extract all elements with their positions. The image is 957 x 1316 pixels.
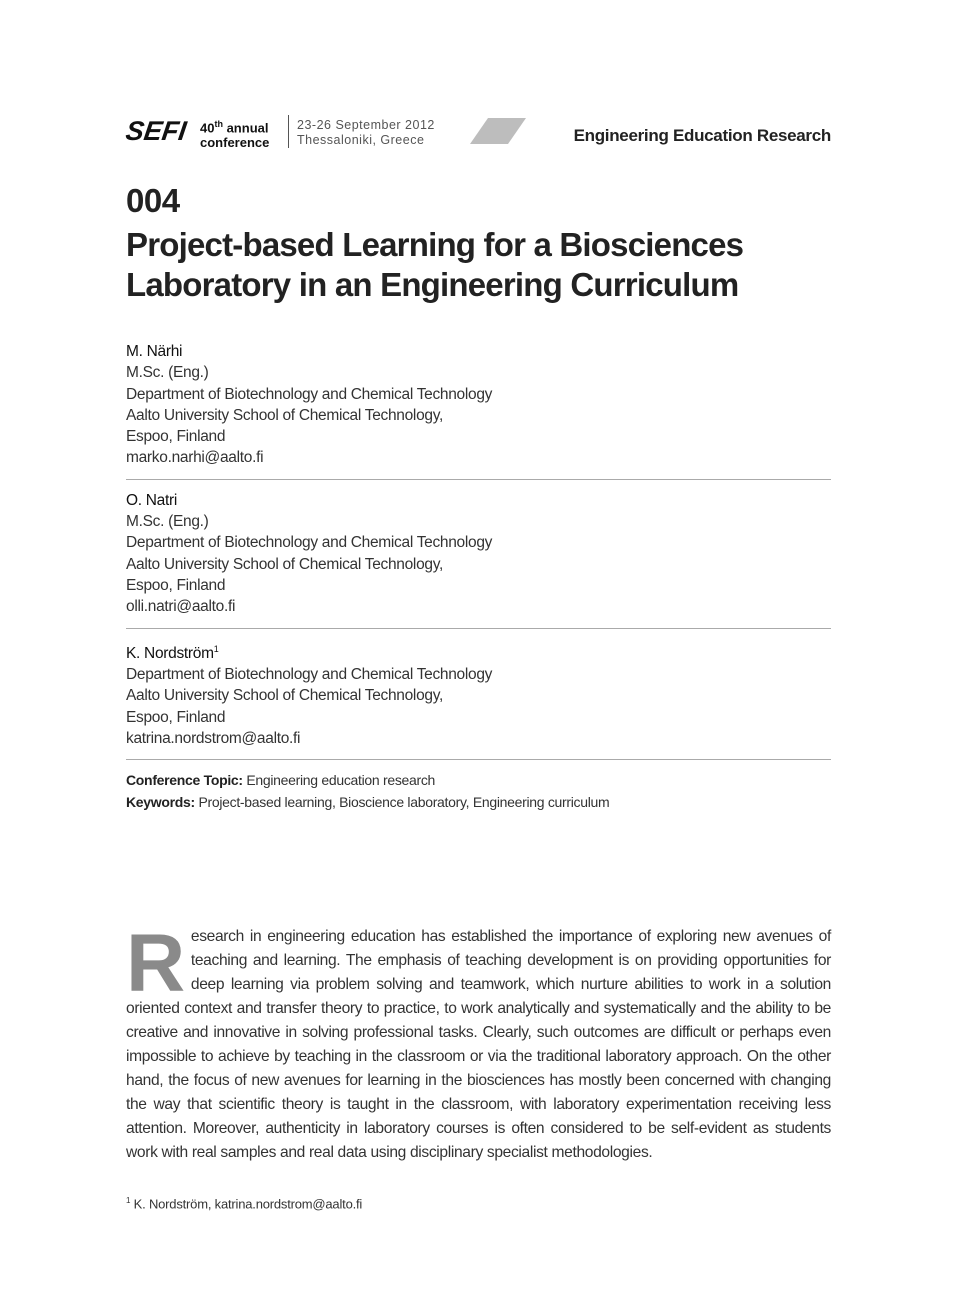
section-title: Engineering Education Research — [573, 126, 831, 145]
author-list — [126, 341, 831, 770]
paper-title-line-1: Project-based Learning for a Biosciences — [126, 226, 744, 263]
author-location: Espoo, Finland — [126, 576, 226, 594]
sefi-logo: SEFI — [123, 116, 189, 146]
author-department: Department of Biotechnology and Chemical Technology — [126, 534, 493, 552]
footnote-number: 1 — [126, 1196, 131, 1205]
paper-title-line-2: Laboratory in an Engineering Curriculum — [126, 266, 739, 303]
paper-title — [126, 225, 831, 305]
author-location: Espoo, Finland — [126, 428, 226, 446]
conference-word: conference — [200, 135, 270, 151]
author-university: Aalto University School of Chemical Technology, — [126, 687, 444, 705]
header-decorative-parallelogram — [470, 118, 526, 144]
paper-number: 004 — [126, 182, 180, 219]
conference-annual: annual — [222, 120, 269, 136]
footnote-mark: 1 — [213, 643, 219, 654]
drop-cap: R — [126, 918, 185, 1009]
conference-date: 23-26 September 2012 — [297, 118, 435, 132]
author-name — [126, 639, 831, 664]
body-paragraph — [126, 918, 831, 1165]
author-block — [126, 639, 831, 750]
conference-location: Thessaloniki, Greece — [297, 133, 425, 147]
author-department: Department of Biotechnology and Chemical Technology — [126, 385, 493, 403]
author-name-text: K. Nordström — [126, 644, 214, 662]
author-divider — [126, 759, 831, 760]
author-email: marko.narhi@aalto.fi — [126, 449, 264, 467]
footnote-text: K. Nordström, katrina.nordstrom@aalto.fi — [130, 1196, 363, 1212]
author-divider — [126, 628, 831, 629]
conference-label — [200, 117, 269, 150]
author-block — [126, 341, 831, 469]
author-university: Aalto University School of Chemical Technology, — [126, 555, 444, 573]
keywords-value: Project-based learning, Bioscience laboratory, Engineering curriculum — [194, 794, 610, 810]
author-name: M. Närhi — [126, 343, 183, 360]
author-email: katrina.nordstrom@aalto.fi — [126, 729, 301, 747]
paper-meta — [126, 769, 831, 813]
conference-topic — [126, 769, 831, 791]
conference-number-suffix: th — [214, 119, 223, 129]
author-email: olli.natri@aalto.fi — [126, 598, 236, 616]
header-divider — [288, 115, 289, 148]
conference-number: 40 — [200, 120, 215, 136]
conference-topic-value: Engineering education research — [242, 772, 436, 788]
keywords-label: Keywords: — [126, 794, 195, 810]
page-header — [123, 112, 831, 152]
footnote — [126, 1196, 362, 1211]
body-paragraph-text: esearch in engineering education has established the importance of exploring new avenues of teaching and learning. The emphasis of teaching development is on providing opportunities for deep learning via problem solving and teamwork, which nurture abilities to work in a solution oriented context and transfer theory to practice, to work analytically and systematically and the ability to be creative and innovative in solving professional tasks. Clearly, such outcomes are difficult or perhaps even impossible to achieve by teaching in the classroom or via the traditional laboratory approach. On the other hand, the focus of new avenues for learning in the biosciences has mostly been concerned with changing the way that scientific theory is taught in the classroom, with laboratory experimentation receiving less attention. Moreover, authenticity in laboratory courses is often considered to be self-evident as students work with real samples and real data using disciplinary specialist methodologies. — [126, 928, 831, 1161]
author-divider — [126, 479, 831, 480]
author-degree: M.Sc. (Eng.) — [126, 364, 209, 382]
author-university: Aalto University School of Chemical Technology, — [126, 406, 444, 424]
keywords — [126, 791, 831, 813]
conference-topic-label: Conference Topic: — [126, 772, 243, 788]
author-department: Department of Biotechnology and Chemical Technology — [126, 666, 493, 684]
author-name: O. Natri — [126, 491, 177, 509]
conference-date-location — [297, 118, 435, 148]
author-degree: M.Sc. (Eng.) — [126, 513, 209, 531]
author-location: Espoo, Finland — [126, 708, 226, 726]
author-block — [126, 490, 831, 618]
